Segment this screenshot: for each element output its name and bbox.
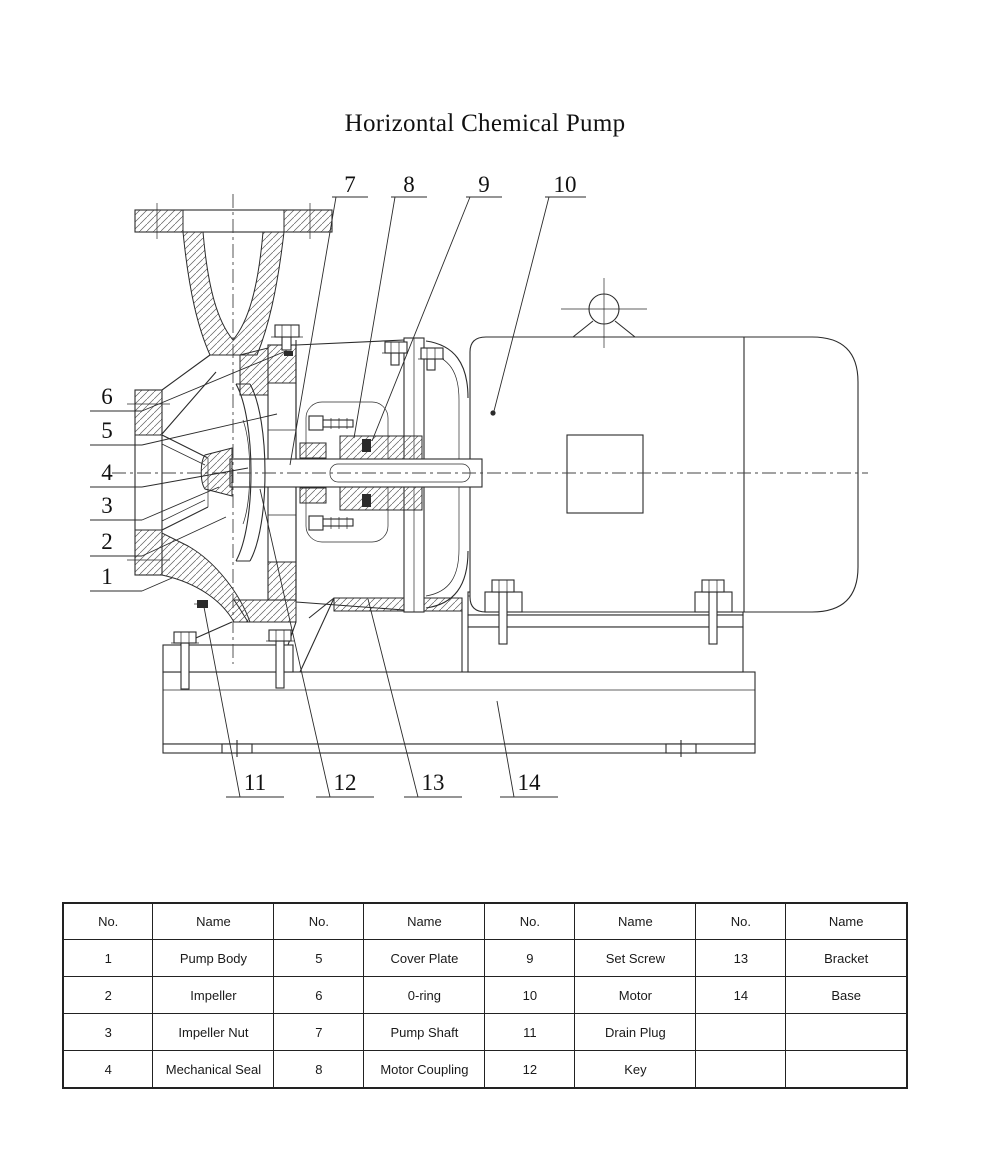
col-header-name: Name (153, 903, 274, 940)
table-row (63, 1014, 907, 1051)
callout-14-label: 14 (517, 770, 541, 795)
part-no: 6 (274, 977, 364, 1014)
callout-10-label: 10 (553, 172, 577, 197)
casing-lower-wall (162, 533, 250, 622)
bracket-foot (300, 598, 462, 672)
callout-6-label: 6 (101, 384, 113, 409)
callout-9-label: 9 (478, 172, 490, 197)
callout-12-label: 12 (333, 770, 357, 795)
col-header-name: Name (575, 903, 696, 940)
part-name: Pump Shaft (364, 1014, 485, 1051)
pump-group (127, 203, 482, 622)
col-header-no: No. (274, 903, 364, 940)
casing-top-wall (240, 348, 268, 395)
table-row (63, 940, 907, 977)
callout-5 (90, 414, 277, 445)
part-name: 0-ring (364, 977, 485, 1014)
part-no (696, 1014, 786, 1051)
gland-bolt-top (309, 416, 353, 430)
part-no: 8 (274, 1051, 364, 1089)
callout-1-label: 1 (101, 564, 113, 589)
part-no: 2 (63, 977, 153, 1014)
gland-bolt-bottom (309, 516, 353, 530)
part-no: 13 (696, 940, 786, 977)
part-no: 1 (63, 940, 153, 977)
part-no: 12 (485, 1051, 575, 1089)
callout-5-label: 5 (101, 418, 113, 443)
parts-table (62, 902, 908, 1089)
callout-7-label: 7 (344, 172, 356, 197)
part-no: 3 (63, 1014, 153, 1051)
part-name: Pump Body (153, 940, 274, 977)
motor-group (426, 278, 858, 644)
col-header-name: Name (786, 903, 907, 940)
part-no (696, 1051, 786, 1089)
callout-3-label: 3 (101, 493, 113, 518)
part-name: Bracket (786, 940, 907, 977)
part-name (786, 1014, 907, 1051)
col-header-no: No. (485, 903, 575, 940)
base-plate (163, 672, 755, 744)
callout-2-label: 2 (101, 529, 113, 554)
motor-body (470, 337, 858, 612)
part-no: 4 (63, 1051, 153, 1089)
table-row (63, 977, 907, 1014)
volute-funnel (183, 232, 284, 355)
part-no: 14 (696, 977, 786, 1014)
part-name: Impeller (153, 977, 274, 1014)
callout-11-label: 11 (243, 770, 267, 795)
col-header-no: No. (63, 903, 153, 940)
part-no: 7 (274, 1014, 364, 1051)
set-screw-bottom (362, 494, 371, 507)
part-name: Impeller Nut (153, 1014, 274, 1051)
col-header-name: Name (364, 903, 485, 940)
terminal-box (567, 435, 643, 513)
part-name: Motor Coupling (364, 1051, 485, 1089)
callout-8-label: 8 (403, 172, 415, 197)
col-header-no: No. (696, 903, 786, 940)
table-row (63, 1051, 907, 1089)
part-name: Mechanical Seal (153, 1051, 274, 1089)
part-name: Motor (575, 977, 696, 1014)
part-no: 10 (485, 977, 575, 1014)
part-no: 5 (274, 940, 364, 977)
part-name: Drain Plug (575, 1014, 696, 1051)
callout-4-label: 4 (101, 460, 113, 485)
part-no: 9 (485, 940, 575, 977)
callout-13-label: 13 (421, 770, 445, 795)
diagram-title: Horizontal Chemical Pump (344, 110, 626, 137)
part-name: Base (786, 977, 907, 1014)
part-name (786, 1051, 907, 1089)
part-name: Key (575, 1051, 696, 1089)
part-name: Set Screw (575, 940, 696, 977)
table-header-row (63, 903, 907, 940)
drain-plug (194, 600, 208, 608)
part-name: Cover Plate (364, 940, 485, 977)
set-screw-top (362, 439, 371, 452)
discharge-flange (135, 203, 332, 239)
part-no: 11 (485, 1014, 575, 1051)
